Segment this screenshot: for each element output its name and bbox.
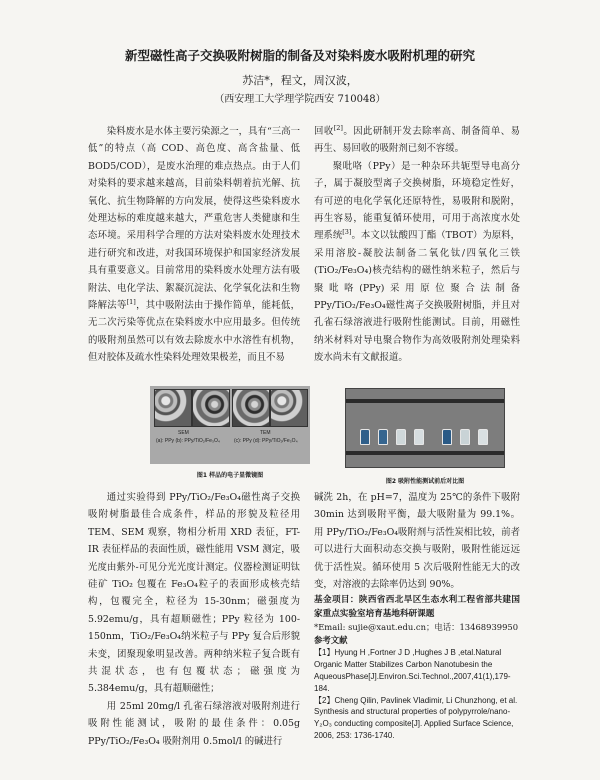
reference-1: 【1】Hyung H ,Fortner J D ,Hughes J B ,etal.Natural Organic Matter Stabilizes Carbon Nanotubesin the AqueousPhase[J].Environ.Sci.Technol.,2007,41(1),179-184. [314, 648, 511, 693]
micrograph-b [192, 389, 230, 427]
figure-1-micrographs [150, 386, 310, 464]
paragraph-intro: 染料废水是水体主要污染源之一，具有“三高一低”的特点（高 COD、高色度、高含盐量、低 BOD5/COD），是废水治理的难点热点。由于人们对染料的要求越来越高，目前染料朝着抗光解、抗氧化、抗生物降解的方向发展，使得这些染料废水处理达标的难度越来越大，严重危害人类健康和生态环境。采用科学合理的方法对染料废水处理技术进行研究和改进，对我国环境保护和国家经济发展具有重要意义。目前常用的染料废水处理方法有吸附法、电化学法、絮凝沉淀法、化学氧化法和生物降解法等[1]，其中吸附法由于操作简单，能耗低，无二次污染等优点在染料废水中应用最多。但传统的吸附剂虽然可以有效去除废水中水溶性有机物，但对胶体及疏水性染料处理效果极差，而且不易 [88, 126, 300, 364]
paper-affiliation: （西安理工大学理学院西安 710048） [214, 94, 386, 105]
body-column-right-top [314, 123, 520, 367]
micrograph-a [154, 389, 192, 427]
figure-1-label-tem: TEM [260, 430, 271, 436]
paper-title: 新型磁性高子交换吸附树脂的制备及对染料废水吸附机理的研究 [124, 48, 475, 63]
photo-jar [442, 429, 452, 445]
photo-jar [460, 429, 470, 445]
paragraph-ppy: 聚吡咯（PPy）是一种杂环共轭型导电高分子，属于凝胶型离子交换树脂，环境稳定性好，有可逆的电化学氧化还原特性，易吸附和脱附，再生容易，能重复循环使用，可用于高浓度水处理系统[3]。本文以钛酸四丁酯（TBOT）为原料，采用溶胶-凝胶法制备二氧化钛/四氧化三铁(TiO₂/Fe₃O₄)核壳结构的磁性纳米粒子，然后与聚吡咯(PPy)采用原位聚合法制备 PPy/TiO₂/Fe₃O₄磁性离子交换吸附树脂，并且对孔雀石绿溶液进行吸附性能测试。目前，用磁性纳米材料对导电聚合物作为高效吸附剂处理染料废水尚未有文献报道。 [314, 160, 520, 364]
figure-2-photo [345, 388, 505, 468]
contact-email: *Email: sujie@xaut.edu.cn；电话：13468939950 [314, 622, 519, 633]
figure-1-label-tem-detail: (c): PPy (d): PPy/TiO₂/Fe₃O₄ [234, 438, 298, 444]
body-column-left-top [88, 123, 300, 367]
paper-authors: 苏洁*，程文，周汉波， [242, 74, 358, 87]
photo-shelf-bottom [346, 451, 504, 455]
body-column-left-bottom [88, 489, 300, 750]
paragraph-adsorption-test: 用 25ml 20mg/l 孔雀石绿溶液对吸附剂进行吸附性能测试，吸附的最佳条件：0.05g PPy/TiO₂/Fe₃O₄ 吸附剂用 0.5mol/l 的碱进行 [88, 700, 300, 747]
citation-2: [2] [333, 124, 343, 132]
body-column-right-bottom [314, 489, 520, 742]
figure-1-caption: 图1 样品的电子显微镜图 [196, 472, 264, 479]
references-heading: 参考文献 [314, 635, 348, 646]
citation-3: [3] [342, 228, 352, 237]
micrograph-d [270, 389, 308, 427]
paragraph-intro-cont: 回收[2]。因此研制开发去除率高、制备简单、易再生、易回收的吸附剂已刻不容缓。 [314, 124, 520, 155]
paragraph-conclusion: 碱洗 2h，在 pH=7，温度为 25℃的条件下吸附 30min 达到吸附平衡，最大吸附量为 99.1%。用 PPy/TiO₂/Fe₃O₄吸附剂与活性炭相比较，前者可以进行大面积动态交换与吸附，吸附性能远远优于活性炭。循环使用 5 次后吸附性能无大的改变，对溶液的去除率仍达到 90%。 [314, 492, 520, 591]
figure-2-caption: 图2 吸附性能测试前后对比图 [385, 478, 465, 485]
funding-note: 基金项目：陕西省西北旱区生态水利工程省部共建国家重点实验室培育基地科研课题 [314, 595, 520, 620]
figure-1-label-sem-detail: (a): PPy (b): PPy/TiO₂/Fe₃O₄ [156, 438, 220, 444]
photo-jar [360, 429, 370, 445]
micrograph-c [232, 389, 270, 427]
citation-1: [1] [126, 298, 136, 307]
paragraph-results: 通过实验得到 PPy/TiO₂/Fe₃O₄磁性离子交换吸附树脂最佳合成条件，样品的形貌及粒径用 TEM、SEM 观察，物相分析用 XRD 表征，FT-IR 表征样品的表面性质，磁性能用 VSM 测定，吸光度由紫外-可见分光光度计测定。仪器检测证明钛硅矿 TiO₂ 包覆在 Fe₃O₄粒子的表面形成核壳结构，包覆完全，粒径为 15-30nm；磁强度为 5.92emu/g，具有超顺磁性；PPy 粒径为 100-150nm，TiO₂/Fe₃O₄纳米粒子与 PPy 复合后形貌未变，团聚现象明显改善。两种纳米粒子复合既有共混状态，也有包覆状态；磁强度为 5.384emu/g，具有超顺磁性； [88, 492, 300, 695]
figure-1-label-sem: SEM [178, 430, 189, 436]
photo-shelf-top [346, 399, 504, 403]
photo-jar [478, 429, 488, 445]
photo-jar [414, 429, 424, 445]
photo-jar [378, 429, 388, 445]
photo-jar [396, 429, 406, 445]
reference-2: 【2】Cheng Qilin, Pavlinek Vladimir, Li Chunzhong, et al. Synthesis and structural properties of polypyrrole/nano-Y₂O₃ conducting composite[J]. Applied Surface Science, 2006, 253: 1736-1740. [314, 695, 518, 741]
